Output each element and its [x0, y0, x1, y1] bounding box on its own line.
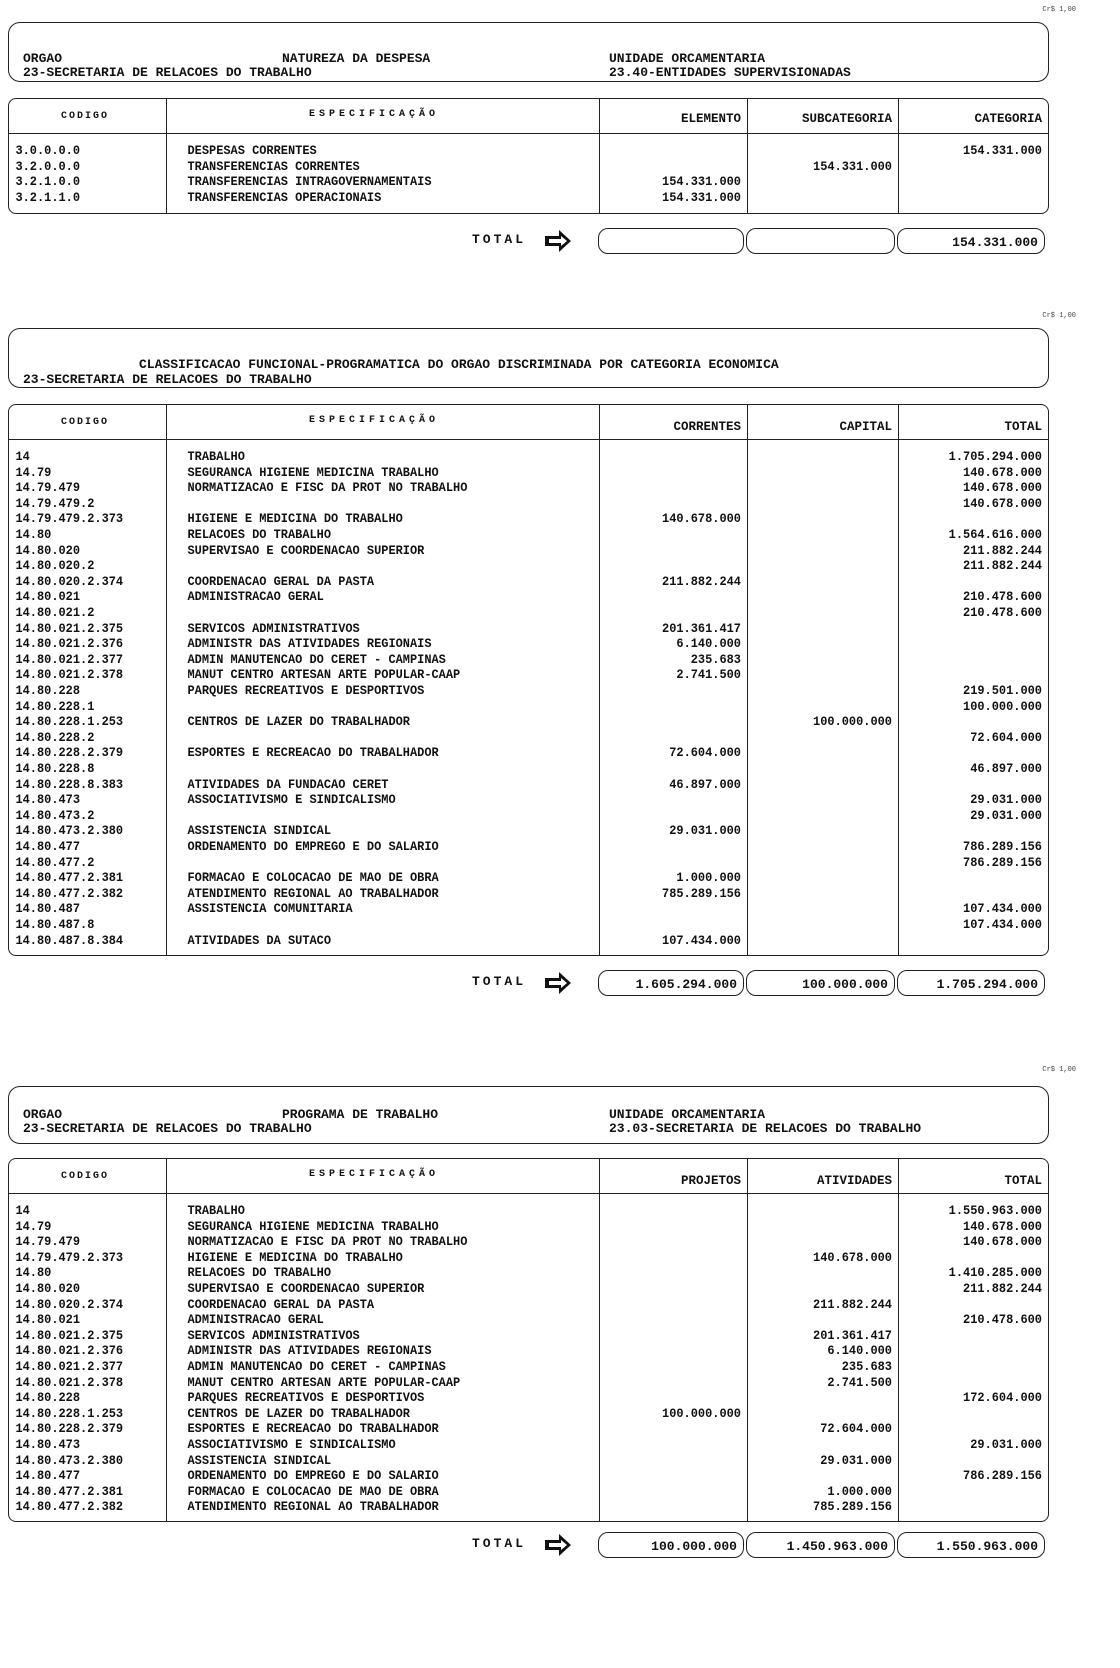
value-cell: 210.478.600	[963, 589, 1042, 605]
especificacao-cell: HIGIENE E MEDICINA DO TRABALHO	[187, 511, 403, 527]
table-row	[9, 698, 1042, 715]
total-label: TOTAL	[472, 974, 527, 989]
table-row	[9, 1406, 965, 1422]
especificacao-cell: COORDENACAO GERAL DA PASTA	[187, 573, 375, 589]
orgao-label: ORGAO	[23, 51, 63, 66]
especificacao-cell: ADMIN MANUTENCAO DO CERET - CAMPINAS	[187, 1359, 446, 1374]
table-row	[9, 511, 965, 527]
codigo-cell: 14.80.021.2.377	[15, 1359, 124, 1374]
value-cell: 1.410.285.000	[948, 1265, 1042, 1281]
value-cell: 235.683	[690, 651, 741, 667]
table-row	[9, 917, 1042, 933]
currency-unit: Cr$ 1,00	[1042, 6, 1076, 14]
column-header-projetos: PROJETOS	[680, 1174, 741, 1188]
value-cell: 154.331.000	[963, 143, 1042, 158]
table-row	[9, 1437, 1042, 1453]
column-header-especificacao: ESPECIFICAÇÃO	[309, 109, 440, 120]
codigo-cell: 14.79.479	[15, 1234, 81, 1250]
table-row	[9, 1265, 1042, 1281]
table-row	[9, 792, 1042, 808]
column-header-atividades: ATIVIDADES	[816, 1174, 892, 1188]
value-cell: 29.031.000	[970, 807, 1042, 823]
especificacao-cell: DESPESAS CORRENTES	[187, 143, 317, 158]
especificacao-cell: ADMINISTR DAS ATIVIDADES REGIONAIS	[187, 1343, 432, 1359]
value-cell: 6.140.000	[827, 1343, 892, 1359]
codigo-cell: 14.80.020	[15, 542, 81, 558]
currency-unit: Cr$ 1,00	[1042, 312, 1076, 320]
codigo-cell: 14.80.228.1.253	[15, 1405, 124, 1421]
unidade-label: UNIDADE ORCAMENTARIA	[609, 51, 766, 66]
orgao: 23-SECRETARIA DE RELACOES DO TRABALHO	[23, 372, 312, 387]
codigo-cell: 14.80.228.8	[15, 761, 95, 776]
table-row	[9, 527, 1042, 543]
value-cell: 2.741.500	[676, 667, 741, 683]
codigo-cell: 14.80.021.2.375	[15, 620, 124, 636]
codigo-cell: 14.80.473.2	[15, 807, 95, 823]
value-cell: 100.000.000	[662, 1405, 741, 1421]
table-row	[9, 854, 1042, 871]
table-row	[9, 870, 965, 886]
value-cell: 211.882.244	[813, 1296, 892, 1312]
codigo-cell: 14.79.479.2	[15, 495, 95, 511]
especificacao-cell: MANUT CENTRO ARTESAN ARTE POPULAR-CAAP	[187, 667, 461, 683]
value-cell: 29.031.000	[970, 792, 1042, 808]
value-cell: 29.031.000	[970, 1437, 1042, 1452]
codigo-cell: 14.80	[15, 1265, 52, 1281]
table-row	[9, 143, 1042, 159]
table-row	[9, 901, 1042, 917]
table-row	[9, 1453, 965, 1469]
total-value-box: 1.550.963.000	[897, 1532, 1045, 1558]
value-cell: 210.478.600	[963, 1312, 1042, 1328]
codigo-cell: 14.80.477	[15, 1468, 81, 1484]
especificacao-cell: FORMACAO E COLOCACAO DE MAO DE OBRA	[187, 1483, 439, 1499]
value-cell: 154.331.000	[662, 189, 741, 205]
codigo-cell: 14.80.228.8.383	[15, 776, 124, 792]
value-cell: 219.501.000	[963, 683, 1042, 698]
value-cell: 785.289.156	[813, 1499, 892, 1515]
section-title: CLASSIFICACAO FUNCIONAL-PROGRAMATICA DO ORGAO DISCRIMINADA POR CATEGORIA ECONOMICA	[139, 357, 779, 372]
value-cell: 211.882.244	[963, 1281, 1042, 1296]
codigo-cell: 14.79.479	[15, 480, 81, 496]
especificacao-cell: ATENDIMENTO REGIONAL AO TRABALHADOR	[187, 1499, 439, 1515]
table-row	[9, 652, 965, 668]
total-value-box: 1.450.963.000	[746, 1532, 895, 1558]
column-header-codigo: CODIGO	[61, 111, 110, 122]
especificacao-cell: ASSOCIATIVISMO E SINDICALISMO	[187, 1437, 396, 1452]
table-row	[9, 1203, 1042, 1219]
value-cell: 29.031.000	[820, 1452, 892, 1468]
especificacao-cell: ESPORTES E RECREACAO DO TRABALHADOR	[187, 1421, 439, 1437]
table-row	[9, 729, 1042, 746]
total-value-box: 100.000.000	[746, 970, 895, 996]
especificacao-cell: SERVICOS ADMINISTRATIVOS	[187, 1327, 360, 1343]
value-cell: 154.331.000	[813, 158, 892, 174]
orgao: 23-SECRETARIA DE RELACOES DO TRABALHO	[23, 65, 312, 80]
table-row	[9, 1281, 1042, 1297]
total-label: TOTAL	[472, 1536, 527, 1551]
table-row	[9, 839, 1042, 855]
codigo-cell: 14.80.487.8	[15, 917, 95, 932]
especificacao-cell: ORDENAMENTO DO EMPREGO E DO SALARIO	[187, 1468, 439, 1484]
codigo-cell: 14.80.473	[15, 792, 81, 808]
value-cell: 211.882.244	[662, 573, 741, 589]
total-value-box	[598, 228, 744, 254]
column-header-especificacao: ESPECIFICAÇÃO	[309, 1169, 440, 1180]
column-header-codigo: CODIGO	[61, 1171, 110, 1182]
table-row	[9, 574, 965, 590]
especificacao-cell: COORDENACAO GERAL DA PASTA	[187, 1296, 375, 1312]
especificacao-cell: SUPERVISAO E COORDENACAO SUPERIOR	[187, 1281, 425, 1296]
table-row	[9, 886, 965, 902]
column-header-especificacao: ESPECIFICAÇÃO	[309, 415, 440, 426]
codigo-cell: 14.79	[15, 1218, 52, 1234]
value-cell: 786.289.156	[963, 1468, 1042, 1484]
codigo-cell: 3.2.1.0.0	[15, 174, 81, 190]
table-row	[9, 1499, 965, 1515]
section1-header	[8, 22, 1049, 82]
especificacao-cell: NORMATIZACAO E FISC DA PROT NO TRABALHO	[187, 1234, 468, 1250]
table-row	[9, 174, 965, 190]
codigo-cell: 14.80.021	[15, 589, 81, 605]
table-row	[9, 1390, 1042, 1406]
table-row	[9, 1484, 965, 1500]
table-row	[9, 558, 1042, 574]
value-cell: 140.678.000	[813, 1249, 892, 1265]
arrow-right-icon	[543, 971, 573, 995]
value-cell: 140.678.000	[963, 1234, 1042, 1250]
value-cell: 46.897.000	[669, 776, 741, 792]
programa-trabalho-table	[8, 1158, 1049, 1522]
codigo-cell: 14.80.228.2.379	[15, 1421, 124, 1437]
value-cell: 210.478.600	[963, 605, 1042, 620]
unidade: 23.40-ENTIDADES SUPERVISIONADAS	[609, 65, 851, 80]
table-row	[9, 683, 1042, 699]
value-cell: 6.140.000	[676, 636, 741, 652]
especificacao-cell: ATIVIDADES DA FUNDACAO CERET	[187, 776, 389, 792]
codigo-cell: 14.80.477.2.382	[15, 885, 124, 901]
value-cell: 1.000.000	[676, 870, 741, 886]
table-row	[9, 1250, 965, 1266]
table-row	[9, 1234, 1042, 1250]
table-row	[9, 449, 1042, 465]
codigo-cell: 14.80.477.2.382	[15, 1499, 124, 1515]
codigo-cell: 14	[15, 449, 30, 464]
value-cell: 786.289.156	[963, 839, 1042, 854]
natureza-despesa-table	[8, 98, 1049, 214]
especificacao-cell: MANUT CENTRO ARTESAN ARTE POPULAR-CAAP	[187, 1374, 461, 1390]
especificacao-cell: ESPORTES E RECREACAO DO TRABALHADOR	[187, 745, 439, 761]
table-row	[9, 933, 965, 949]
codigo-cell: 14.80.473.2.380	[15, 1452, 124, 1468]
especificacao-cell: CENTROS DE LAZER DO TRABALHADOR	[187, 714, 410, 730]
especificacao-cell: SEGURANCA HIGIENE MEDICINA TRABALHO	[187, 1218, 439, 1234]
header-divider	[9, 1193, 1048, 1194]
value-cell: 211.882.244	[963, 558, 1042, 574]
codigo-cell: 14.80.021.2	[15, 605, 95, 620]
value-cell: 1.000.000	[827, 1483, 892, 1499]
table-row	[9, 605, 1042, 621]
value-cell: 140.678.000	[963, 1218, 1042, 1234]
value-cell: 140.678.000	[963, 495, 1042, 511]
table-row	[9, 714, 965, 730]
table-row	[9, 1312, 1042, 1328]
codigo-cell: 3.0.0.0.0	[15, 143, 81, 158]
value-cell: 107.434.000	[963, 901, 1042, 917]
column-header-total: TOTAL	[1004, 1174, 1042, 1188]
codigo-cell: 14.80.487.8.384	[15, 932, 124, 948]
codigo-cell: 3.2.0.0.0	[15, 158, 81, 174]
codigo-cell: 14.79.479.2.373	[15, 511, 124, 527]
value-cell: 140.678.000	[963, 464, 1042, 480]
unidade: 23.03-SECRETARIA DE RELACOES DO TRABALHO	[609, 1121, 922, 1136]
codigo-cell: 14.80	[15, 527, 52, 542]
codigo-cell: 14.80.477	[15, 839, 81, 854]
table-row	[9, 621, 965, 637]
currency-unit: Cr$ 1,00	[1042, 1066, 1076, 1074]
especificacao-cell: CENTROS DE LAZER DO TRABALHADOR	[187, 1405, 410, 1421]
column-header-categoria: CATEGORIA	[974, 112, 1042, 126]
total-value-box: 1.705.294.000	[897, 970, 1045, 996]
value-cell: 154.331.000	[662, 174, 741, 190]
codigo-cell: 14.80.473	[15, 1437, 81, 1452]
value-cell: 201.361.417	[662, 620, 741, 636]
codigo-cell: 14.80.228.1.253	[15, 714, 124, 730]
codigo-cell: 14.80.020.2.374	[15, 1296, 124, 1312]
table-row	[9, 636, 965, 652]
especificacao-cell: TRANSFERENCIAS CORRENTES	[187, 158, 360, 174]
especificacao-cell: SERVICOS ADMINISTRATIVOS	[187, 620, 360, 636]
value-cell: 72.604.000	[669, 745, 741, 761]
codigo-cell: 14.80.021.2.377	[15, 651, 124, 667]
especificacao-cell: SEGURANCA HIGIENE MEDICINA TRABALHO	[187, 464, 439, 480]
especificacao-cell: ADMINISTRACAO GERAL	[187, 589, 324, 605]
table-row	[9, 159, 965, 175]
value-cell: 72.604.000	[820, 1421, 892, 1437]
value-cell: 172.604.000	[963, 1390, 1042, 1406]
table-row	[9, 777, 965, 793]
especificacao-cell: FORMACAO E COLOCACAO DE MAO DE OBRA	[187, 870, 439, 886]
codigo-cell: 14.80.021.2.376	[15, 1343, 124, 1359]
codigo-cell: 14.80.021.2.378	[15, 1374, 124, 1390]
column-header-subcategoria: SUBCATEGORIA	[801, 112, 892, 126]
especificacao-cell: ADMINISTR DAS ATIVIDADES REGIONAIS	[187, 636, 432, 652]
especificacao-cell: ORDENAMENTO DO EMPREGO E DO SALARIO	[187, 839, 439, 854]
table-row	[9, 1343, 965, 1359]
arrow-right-icon	[543, 229, 573, 253]
column-header-codigo: CODIGO	[61, 417, 110, 428]
value-cell: 29.031.000	[669, 823, 741, 839]
especificacao-cell: TRABALHO	[187, 1203, 245, 1218]
total-value-box: 1.605.294.000	[598, 970, 744, 996]
codigo-cell: 14.79	[15, 464, 52, 480]
table-row	[9, 542, 1042, 559]
codigo-cell: 14.80.020	[15, 1281, 81, 1296]
codigo-cell: 14.80.021.2.378	[15, 667, 124, 683]
especificacao-cell: RELACOES DO TRABALHO	[187, 527, 332, 542]
especificacao-cell: HIGIENE E MEDICINA DO TRABALHO	[187, 1249, 403, 1265]
header-divider	[9, 439, 1048, 440]
table-row	[9, 589, 1042, 605]
value-cell: 1.564.616.000	[948, 527, 1042, 542]
table-row	[9, 1218, 1042, 1235]
value-cell: 46.897.000	[970, 761, 1042, 776]
section-title: NATUREZA DA DESPESA	[282, 51, 431, 66]
header-divider	[9, 133, 1048, 134]
value-cell: 140.678.000	[662, 511, 741, 527]
column-header-correntes: CORRENTES	[673, 420, 741, 434]
especificacao-cell: ADMIN MANUTENCAO DO CERET - CAMPINAS	[187, 651, 446, 667]
codigo-cell: 14.80.020.2.374	[15, 573, 124, 589]
especificacao-cell: SUPERVISAO E COORDENACAO SUPERIOR	[187, 542, 425, 558]
value-cell: 100.000.000	[813, 714, 892, 730]
codigo-cell: 14.79.479.2.373	[15, 1249, 124, 1265]
total-value-box	[746, 228, 895, 254]
table-row	[9, 667, 965, 683]
value-cell: 1.550.963.000	[948, 1203, 1042, 1218]
especificacao-cell: ATIVIDADES DA SUTACO	[187, 932, 332, 948]
especificacao-cell: ASSOCIATIVISMO E SINDICALISMO	[187, 792, 396, 808]
codigo-cell: 3.2.1.1.0	[15, 189, 81, 205]
especificacao-cell: RELACOES DO TRABALHO	[187, 1265, 332, 1281]
value-cell: 211.882.244	[963, 542, 1042, 558]
especificacao-cell: ADMINISTRACAO GERAL	[187, 1312, 324, 1328]
codigo-cell: 14.80.021.2.375	[15, 1327, 124, 1343]
especificacao-cell: NORMATIZACAO E FISC DA PROT NO TRABALHO	[187, 480, 468, 496]
table-row	[9, 807, 1042, 824]
table-row	[9, 190, 965, 206]
especificacao-cell: ATENDIMENTO REGIONAL AO TRABALHADOR	[187, 885, 439, 901]
codigo-cell: 14.80.228	[15, 1390, 81, 1406]
codigo-cell: 14.80.228.1	[15, 698, 95, 714]
codigo-cell: 14.80.020.2	[15, 558, 95, 574]
codigo-cell: 14	[15, 1203, 30, 1218]
codigo-cell: 14.80.477.2.381	[15, 870, 124, 886]
especificacao-cell: PARQUES RECREATIVOS E DESPORTIVOS	[187, 683, 425, 698]
value-cell: 201.361.417	[813, 1327, 892, 1343]
codigo-cell: 14.80.228.2.379	[15, 745, 124, 761]
section2-header	[8, 328, 1049, 388]
especificacao-cell: ASSISTENCIA COMUNITARIA	[187, 901, 353, 917]
total-value-box: 154.331.000	[897, 228, 1045, 254]
column-header-elemento: ELEMENTO	[680, 112, 741, 126]
table-row	[9, 495, 1042, 512]
codigo-cell: 14.80.477.2	[15, 854, 95, 870]
table-row	[9, 1359, 965, 1375]
especificacao-cell: PARQUES RECREATIVOS E DESPORTIVOS	[187, 1390, 425, 1406]
especificacao-cell: TRANSFERENCIAS INTRAGOVERNAMENTAIS	[187, 174, 432, 190]
column-header-total: TOTAL	[1004, 420, 1042, 434]
column-header-capital: CAPITAL	[839, 420, 892, 434]
section-title: PROGRAMA DE TRABALHO	[282, 1107, 439, 1122]
table-row	[9, 1328, 965, 1344]
value-cell: 107.434.000	[963, 917, 1042, 932]
codigo-cell: 14.80.487	[15, 901, 81, 917]
codigo-cell: 14.80.228	[15, 683, 81, 698]
value-cell: 235.683	[841, 1359, 892, 1374]
especificacao-cell: ASSISTENCIA SINDICAL	[187, 823, 332, 839]
table-row	[9, 1421, 965, 1437]
value-cell: 786.289.156	[963, 854, 1042, 870]
especificacao-cell: TRABALHO	[187, 449, 245, 464]
codigo-cell: 14.80.477.2.381	[15, 1483, 124, 1499]
value-cell: 107.434.000	[662, 932, 741, 948]
total-label: TOTAL	[472, 232, 527, 247]
table-row	[9, 761, 1042, 777]
table-row	[9, 1297, 965, 1313]
table-row	[9, 823, 965, 839]
codigo-cell: 14.80.473.2.380	[15, 823, 124, 839]
value-cell: 785.289.156	[662, 885, 741, 901]
table-row	[9, 1468, 1042, 1484]
value-cell: 72.604.000	[970, 729, 1042, 745]
total-value-box: 100.000.000	[598, 1532, 744, 1558]
section3-header	[8, 1086, 1049, 1144]
codigo-cell: 14.80.021.2.376	[15, 636, 124, 652]
unidade-label: UNIDADE ORCAMENTARIA	[609, 1107, 766, 1122]
orgao-label: ORGAO	[23, 1107, 63, 1122]
codigo-cell: 14.80.228.2	[15, 729, 95, 745]
especificacao-cell: ASSISTENCIA SINDICAL	[187, 1452, 332, 1468]
especificacao-cell: TRANSFERENCIAS OPERACIONAIS	[187, 189, 382, 205]
table-row	[9, 1375, 965, 1391]
value-cell: 100.000.000	[963, 698, 1042, 714]
codigo-cell: 14.80.021	[15, 1312, 81, 1328]
table-row	[9, 745, 965, 761]
value-cell: 1.705.294.000	[948, 449, 1042, 464]
table-row	[9, 480, 1042, 496]
value-cell: 2.741.500	[827, 1374, 892, 1390]
arrow-right-icon	[543, 1533, 573, 1557]
value-cell: 140.678.000	[963, 480, 1042, 496]
table-row	[9, 464, 1042, 481]
orgao: 23-SECRETARIA DE RELACOES DO TRABALHO	[23, 1121, 312, 1136]
funcional-programatica-table	[8, 404, 1049, 956]
